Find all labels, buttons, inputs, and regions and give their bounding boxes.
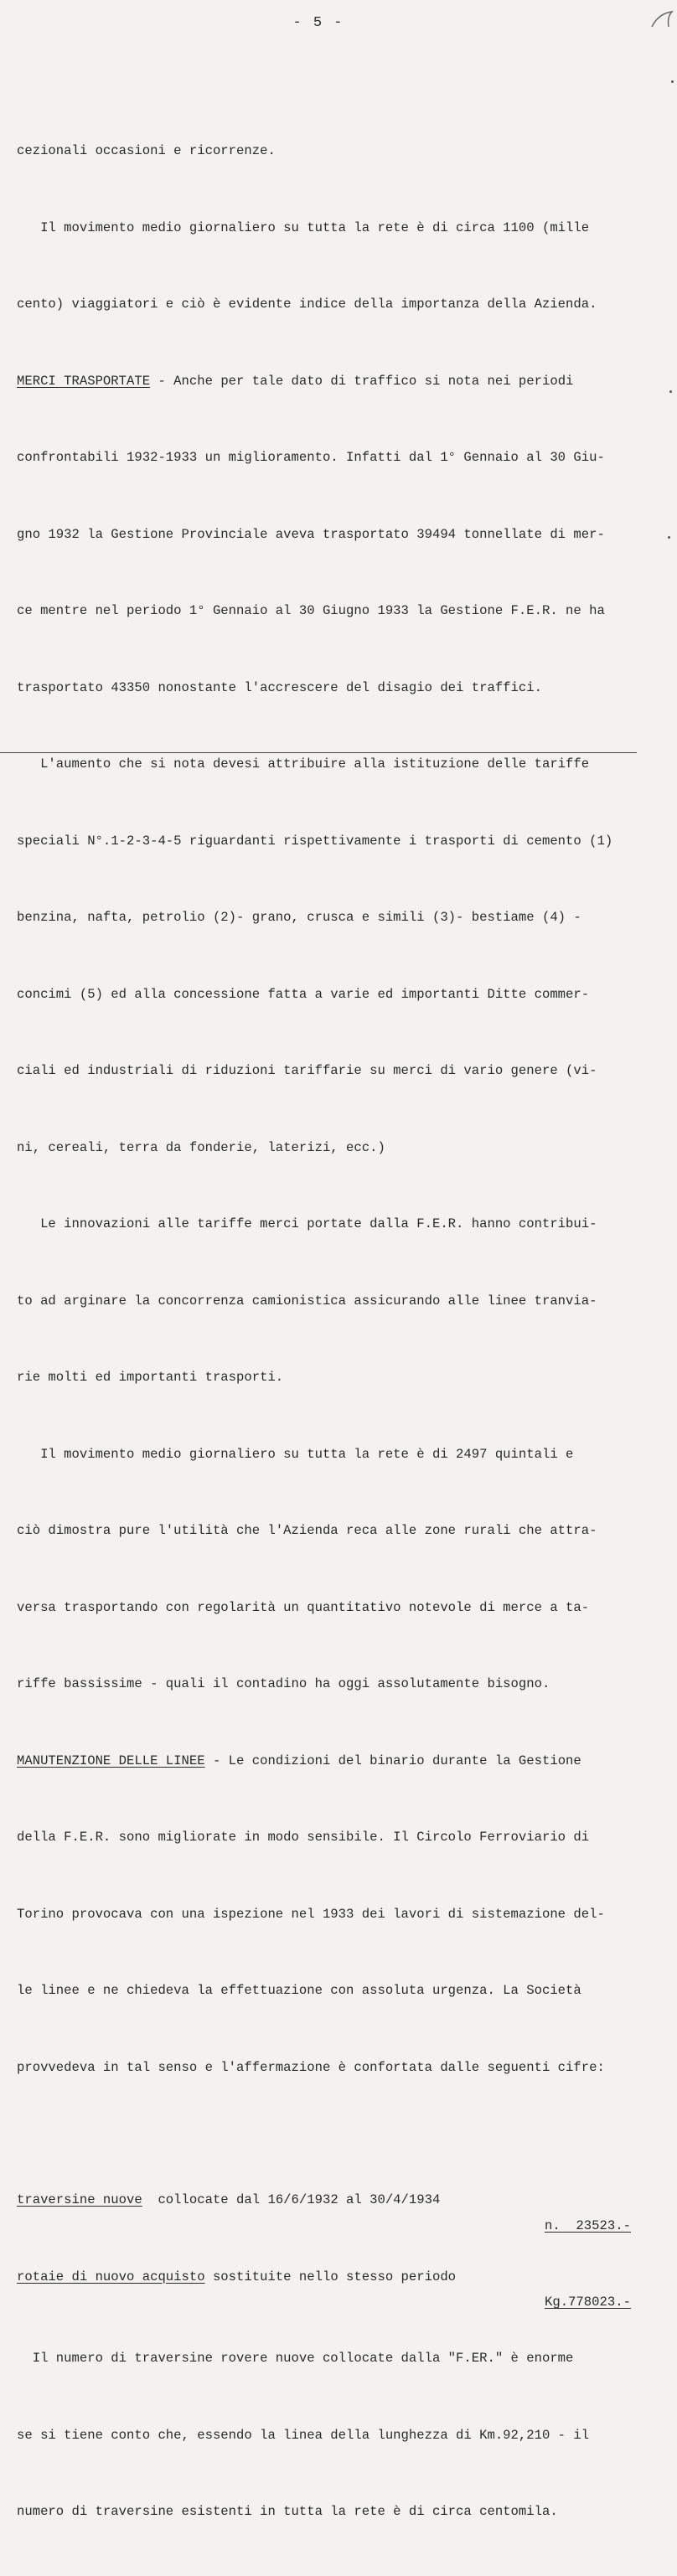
text-line: confrontabili 1932-1933 un miglioramento. Infatti dal 1° Gennaio al 30 Giu- (17, 450, 605, 465)
table-row (17, 2162, 667, 2233)
text-fragment: - Anche per tale dato di traffico si nota nei periodi (150, 373, 574, 389)
paper-speck (671, 80, 674, 83)
document-body (17, 87, 667, 2576)
table-desc: sostituite nello stesso periodo (204, 2269, 457, 2284)
table-value: n. 23523.- (545, 2217, 631, 2233)
text-line: se si tiene conto che, essendo la linea della lunghezza di Km.92,210 - il (17, 2427, 590, 2443)
text-line: versa trasportando con regolarità un quantitativo notevole di merce a ta- (17, 1599, 590, 1615)
table-label: rotaie di nuovo acquisto (17, 2269, 205, 2284)
text-line: rie molti ed importanti trasporti. (17, 1370, 284, 1385)
text-line: della F.E.R. sono migliorate in modo sensibile. Il Circolo Ferroviario di (17, 1830, 590, 1845)
table-value: Kg.778023.- (545, 2295, 631, 2310)
merci-heading-line (17, 369, 667, 395)
paper-speck (669, 390, 672, 393)
text-line: Il movimento medio giornaliero su tutta la rete è di circa 1100 (mille (17, 219, 590, 235)
text-line: concimi (5) ed alla concessione fatta a varie ed importanti Ditte commer- (17, 986, 590, 1002)
page-number: - 5 - (292, 15, 344, 31)
text-line: Il movimento medio giornaliero su tutta la rete è di 2497 quintali e (17, 1446, 574, 1462)
paper-speck (668, 536, 670, 539)
text-line: cento) viaggiatori e ciò è evidente indice della importanza della Azienda. (17, 297, 597, 312)
text-line: trasportato 43350 nonostante l'accrescere del disagio dei traffici. (17, 679, 542, 695)
corner-fold-mark (650, 10, 674, 28)
text-line: Torino provocava con una ispezione nel 1933 dei lavori di sistemazione del- (17, 1906, 605, 1922)
section-heading-manutenzione: MANUTENZIONE DELLE LINEE (17, 1753, 205, 1768)
text-line: ciali ed industriali di riduzioni tariffarie su merci di vario genere (vi- (17, 1063, 597, 1078)
table-label: traversine nuove (17, 2192, 142, 2207)
text-line: riffe bassissime - quali il contadino ha oggi assolutamente bisogno. (17, 1676, 550, 1691)
text-line: to ad arginare la concorrenza camionistica assicurando alle linee tranvia- (17, 1293, 597, 1309)
text-line: L'aumento che si nota devesi attribuire alla istituzione delle tariffe (17, 756, 590, 772)
text-line: Il numero di traversine rovere nuove collocate dalla "F.ER." è enorme (17, 2351, 574, 2366)
text-line: ni, cereali, terra da fonderie, laterizi, ecc.) (17, 1139, 385, 1155)
table-row (17, 2238, 667, 2310)
text-line: numero di traversine esistenti in tutta la rete è di circa centomila. (17, 2504, 558, 2519)
text-line: ciò dimostra pure l'utilità che l'Azienda reca alle zone rurali che attra- (17, 1523, 597, 1538)
table-label-cell (17, 2187, 440, 2213)
text-fragment: - Le condizioni del binario durante la Gestione (204, 1753, 581, 1768)
manut-heading-line (17, 1748, 667, 1774)
text-line: cezionali occasioni e ricorrenze. (17, 143, 276, 158)
section-heading-merci: MERCI TRASPORTATE (17, 373, 151, 389)
table-desc: collocate dal 16/6/1932 al 30/4/1934 (142, 2192, 441, 2207)
text-line: le linee e ne chiedeva la effettuazione con assoluta urgenza. La Società (17, 1983, 581, 1998)
table-label-cell (17, 2264, 456, 2290)
text-line: provvedeva in tal senso e l'affermazione è confortata dalle seguenti cifre: (17, 2059, 605, 2075)
text-line: ce mentre nel periodo 1° Gennaio al 30 Giugno 1933 la Gestione F.E.R. ne ha (17, 603, 605, 618)
text-line: benzina, nafta, petrolio (2)- grano, crusca e simili (3)- bestiame (4) - (17, 910, 581, 925)
table-top-rule (0, 752, 637, 753)
text-line: speciali N°.1-2-3-4-5 riguardanti rispettivamente i trasporti di cemento (1) (17, 833, 613, 849)
text-line: Le innovazioni alle tariffe merci portate dalla F.E.R. hanno contribui- (17, 1216, 597, 1231)
text-line: gno 1932 la Gestione Provinciale aveva trasportato 39494 tonnellate di mer- (17, 526, 605, 542)
